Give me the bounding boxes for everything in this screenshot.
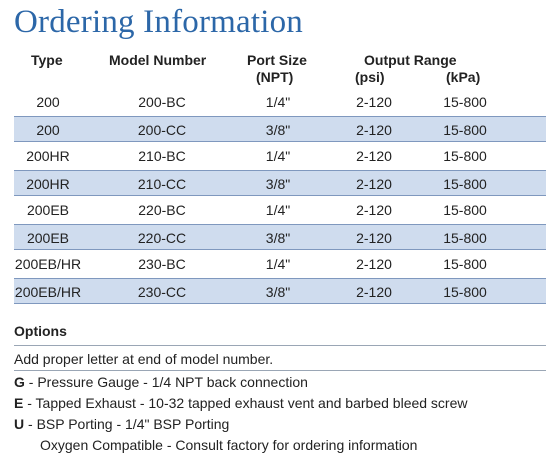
cell-type: 200 bbox=[36, 122, 60, 138]
table-row bbox=[14, 278, 546, 304]
cell-port: 3/8" bbox=[265, 122, 291, 138]
cell-port: 3/8" bbox=[265, 230, 291, 246]
cell-psi: 2-120 bbox=[356, 122, 392, 138]
cell-kpa: 15-800 bbox=[443, 122, 487, 138]
header-port-size-unit: (NPT) bbox=[256, 69, 294, 85]
cell-psi: 2-120 bbox=[356, 148, 392, 164]
option-text: - BSP Porting - 1/4" BSP Porting bbox=[24, 416, 230, 432]
option-code: G bbox=[14, 374, 25, 390]
header-psi: (psi) bbox=[355, 69, 385, 85]
cell-kpa: 15-800 bbox=[443, 284, 487, 300]
page-title: Ordering Information bbox=[14, 4, 303, 40]
table-row bbox=[14, 170, 546, 196]
cell-model: 220-BC bbox=[138, 202, 186, 218]
table-row bbox=[14, 89, 546, 115]
header-output-range: Output Range bbox=[364, 52, 457, 68]
divider bbox=[14, 370, 546, 371]
options-heading: Options bbox=[14, 323, 67, 339]
cell-model: 200-CC bbox=[137, 122, 187, 138]
option-code: U bbox=[14, 416, 25, 432]
cell-type: 200HR bbox=[26, 148, 70, 164]
cell-port: 1/4" bbox=[265, 256, 291, 272]
cell-kpa: 15-800 bbox=[443, 148, 487, 164]
divider bbox=[14, 345, 546, 346]
cell-port: 3/8" bbox=[265, 284, 291, 300]
option-item-e bbox=[14, 395, 468, 411]
option-text: - Tapped Exhaust - 10-32 tapped exhaust vent and barbed bleed screw bbox=[23, 395, 468, 411]
cell-psi: 2-120 bbox=[356, 202, 392, 218]
header-kpa: (kPa) bbox=[446, 69, 481, 85]
cell-type: 200 bbox=[36, 94, 60, 110]
cell-psi: 2-120 bbox=[356, 230, 392, 246]
cell-kpa: 15-800 bbox=[443, 94, 487, 110]
cell-type: 200EB/HR bbox=[14, 284, 82, 300]
cell-type: 200EB bbox=[26, 202, 70, 218]
table-row bbox=[14, 197, 546, 223]
cell-psi: 2-120 bbox=[356, 284, 392, 300]
cell-model: 210-CC bbox=[137, 176, 187, 192]
options-intro: Add proper letter at end of model number. bbox=[14, 351, 274, 367]
cell-kpa: 15-800 bbox=[443, 256, 487, 272]
header-model-number: Model Number bbox=[109, 52, 207, 68]
table-row bbox=[14, 116, 546, 142]
cell-type: 200HR bbox=[26, 176, 70, 192]
option-item-u bbox=[14, 416, 229, 432]
cell-model: 230-BC bbox=[138, 256, 186, 272]
option-code: E bbox=[14, 395, 24, 411]
cell-model: 210-BC bbox=[138, 148, 186, 164]
cell-kpa: 15-800 bbox=[443, 230, 487, 246]
cell-type: 200EB bbox=[26, 230, 70, 246]
table-row bbox=[14, 251, 546, 277]
cell-psi: 2-120 bbox=[356, 176, 392, 192]
cell-psi: 2-120 bbox=[356, 256, 392, 272]
cell-kpa: 15-800 bbox=[443, 176, 487, 192]
cell-port: 1/4" bbox=[265, 202, 291, 218]
table-row bbox=[14, 143, 546, 169]
table-row bbox=[14, 224, 546, 250]
header-type: Type bbox=[31, 52, 63, 68]
cell-model: 230-CC bbox=[137, 284, 187, 300]
cell-type: 200EB/HR bbox=[14, 256, 82, 272]
cell-port: 1/4" bbox=[265, 148, 291, 164]
cell-kpa: 15-800 bbox=[443, 202, 487, 218]
option-text: - Pressure Gauge - 1/4 NPT back connection bbox=[24, 374, 308, 390]
cell-psi: 2-120 bbox=[356, 94, 392, 110]
cell-model: 200-BC bbox=[138, 94, 186, 110]
option-note: Oxygen Compatible - Consult factory for ordering information bbox=[40, 437, 418, 453]
header-port-size: Port Size bbox=[247, 52, 307, 68]
cell-model: 220-CC bbox=[137, 230, 187, 246]
cell-port: 1/4" bbox=[265, 94, 291, 110]
option-item-g bbox=[14, 374, 308, 390]
cell-port: 3/8" bbox=[265, 176, 291, 192]
